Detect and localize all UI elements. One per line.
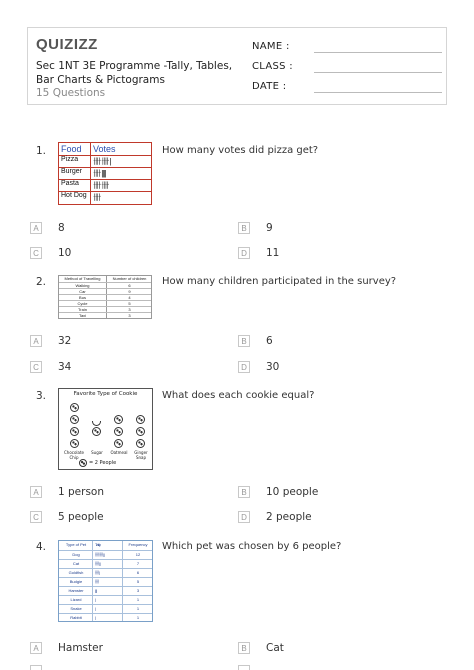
option-d-badge[interactable]: D bbox=[238, 247, 250, 259]
option-b-badge[interactable]: B bbox=[238, 486, 250, 498]
option-b-text[interactable]: Cat bbox=[266, 642, 284, 654]
cookie-icon bbox=[70, 427, 79, 436]
cookie-pictogram-figure: Favorite Type of Cookie Chocolate Chip Sugar Oatmeal Ginger Snap = 2 People bbox=[58, 388, 153, 470]
option-b-text[interactable]: 9 bbox=[266, 222, 273, 234]
cookie-icon bbox=[114, 415, 123, 424]
half-cookie-icon bbox=[92, 421, 101, 426]
question-text: How many votes did pizza get? bbox=[162, 145, 319, 156]
option-a-text[interactable]: 1 person bbox=[58, 486, 105, 498]
question-number: 3. bbox=[36, 390, 47, 402]
option-a-badge[interactable]: A bbox=[30, 486, 42, 498]
question-text: What does each cookie equal? bbox=[162, 390, 315, 401]
option-d-text[interactable]: 30 bbox=[266, 361, 280, 373]
option-a-badge[interactable]: A bbox=[30, 222, 42, 234]
option-b-text[interactable]: 6 bbox=[266, 335, 273, 347]
option-d-text[interactable]: 2 people bbox=[266, 511, 312, 523]
pet-frequency-table-figure: Type of Pet Tally Frequency Dog 卌 卌 || 12 Cat 卌 || 7 Goldfish 卌 | 6 Budgie 卌 5 Hamster ||| 3 Lizard | 1 Snake | 1 Rabbit | 1 bbox=[58, 540, 153, 622]
key-cookie-icon bbox=[79, 459, 87, 467]
option-d-badge-partial[interactable] bbox=[238, 665, 250, 670]
question-count: 15 Questions bbox=[36, 87, 106, 99]
cookie-icon bbox=[70, 415, 79, 424]
cookie-icon bbox=[136, 439, 145, 448]
option-d-text[interactable]: 11 bbox=[266, 247, 280, 259]
option-b-text[interactable]: 10 people bbox=[266, 486, 319, 498]
cookie-icon bbox=[70, 439, 79, 448]
cookie-icon bbox=[92, 427, 101, 436]
tally-table-figure: Food Votes Pizza 卌 卌 | Burger 卌 |||| Pasta 卌 卌 Hot Dog 卌 bbox=[58, 142, 152, 205]
date-field[interactable]: DATE : bbox=[252, 81, 286, 92]
cookie-icon bbox=[114, 439, 123, 448]
option-c-badge[interactable]: C bbox=[30, 361, 42, 373]
option-c-badge[interactable]: C bbox=[30, 247, 42, 259]
option-b-badge[interactable]: B bbox=[238, 335, 250, 347]
question-number: 2. bbox=[36, 276, 47, 288]
question-text: Which pet was chosen by 6 people? bbox=[162, 541, 342, 552]
option-a-text[interactable]: 8 bbox=[58, 222, 65, 234]
cookie-icon bbox=[70, 403, 79, 412]
option-c-badge-partial[interactable] bbox=[30, 665, 42, 670]
option-a-text[interactable]: Hamster bbox=[58, 642, 103, 654]
option-a-badge[interactable]: A bbox=[30, 642, 42, 654]
cookie-icon bbox=[136, 415, 145, 424]
worksheet-header bbox=[27, 27, 447, 105]
option-c-text[interactable]: 5 people bbox=[58, 511, 104, 523]
worksheet-title: Sec 1NT 3E Programme -Tally, Tables, Bar Charts & Pictograms bbox=[36, 60, 233, 86]
option-d-badge[interactable]: D bbox=[238, 361, 250, 373]
cookie-icon bbox=[136, 427, 145, 436]
option-d-badge[interactable]: D bbox=[238, 511, 250, 523]
option-a-badge[interactable]: A bbox=[30, 335, 42, 347]
option-b-badge[interactable]: B bbox=[238, 642, 250, 654]
name-field[interactable]: NAME : bbox=[252, 41, 290, 52]
option-c-text[interactable]: 10 bbox=[58, 247, 72, 259]
question-text: How many children participated in the survey? bbox=[162, 276, 397, 287]
question-number: 1. bbox=[36, 145, 47, 157]
survey-table-figure: Method of Travelling Number of children Walking 6 Car 9 Bus 4 Cycle 5 Train 3 Taxi 3 bbox=[58, 275, 152, 319]
option-a-text[interactable]: 32 bbox=[58, 335, 72, 347]
class-field[interactable]: CLASS : bbox=[252, 61, 293, 72]
option-c-badge[interactable]: C bbox=[30, 511, 42, 523]
quizizz-logo: QUIZIZZ bbox=[36, 36, 98, 53]
cookie-icon bbox=[114, 427, 123, 436]
option-c-text[interactable]: 34 bbox=[58, 361, 72, 373]
question-number: 4. bbox=[36, 541, 47, 553]
option-b-badge[interactable]: B bbox=[238, 222, 250, 234]
